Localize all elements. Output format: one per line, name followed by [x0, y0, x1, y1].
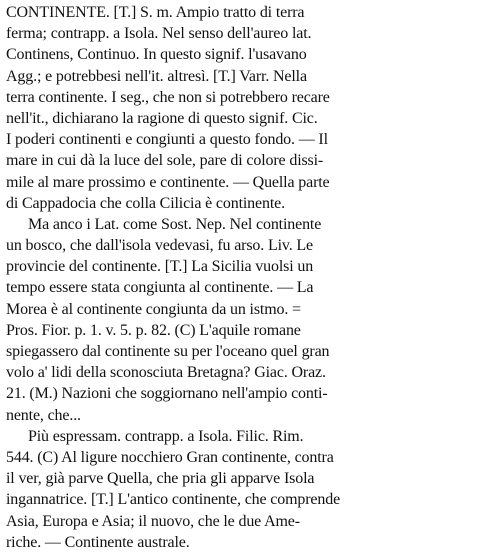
text-line: 21. (M.) Nazioni che soggiornano nell'ampio conti- [6, 385, 328, 403]
text-line: ingannatrice. [T.] L'antico continente, che comprende [6, 491, 341, 509]
text-line: mare in cui dà la luce del sole, pare di colore dissi- [6, 152, 324, 170]
text-line: riche. — Continente australe. [6, 533, 190, 551]
text-line: nente, che... [6, 406, 81, 424]
text-line: di Cappadocia che colla Cilicia è continente. [6, 194, 285, 212]
text-line: tempo essere stata congiunta al continente. — La [6, 279, 314, 297]
text-line: 544. (C) Al ligure nocchiero Gran continente, contra [6, 448, 334, 466]
text-line: provincie del continente. [T.] La Sicilia vuolsi un [6, 258, 314, 276]
text-line: il ver, già parve Quella, che pria gli apparve Isola [6, 470, 315, 488]
text-line: nell'it., dichiarano la ragione di questo signif. Cic. [6, 109, 318, 127]
text-line: Pros. Fior. p. 1. v. 5. p. 82. (C) L'aquile romane [6, 321, 301, 339]
text-line: Continens, Continuo. In questo signif. l'usavano [6, 46, 307, 64]
text-line: Agg.; e potrebbesi nell'it. altresì. [T.] Varr. Nella [6, 67, 307, 85]
text-line: ferma; contrapp. a Isola. Nel senso dell'aureo lat. [6, 25, 312, 43]
text-line: Asia, Europa e Asia; il nuovo, che le due Ame- [6, 512, 300, 530]
text-line: Ma anco i Lat. come Sost. Nep. Nel continente [28, 215, 322, 233]
text-line: terra continente. I seg., che non si potrebbero recare [6, 88, 330, 106]
text-line: CONTINENTE. [T.] S. m. Ampio tratto di terra [6, 4, 305, 21]
text-line: I poderi continenti e congiunti a questo fondo. — Il [6, 131, 328, 149]
text-line: un bosco, che dall'isola vedevasi, fu arso. Liv. Le [6, 237, 313, 255]
text-line: volo a' lidi della sconosciuta Bretagna? Giac. Oraz. [6, 364, 326, 382]
text-line: Più espressam. contrapp. a Isola. Filic. Rim. [28, 427, 304, 445]
text-line: mile al mare prossimo e continente. — Quella parte [6, 173, 330, 191]
text-line: Morea è al continente congiunta da un istmo. = [6, 300, 301, 318]
text-line: spiegassero dal continente su per l'oceano quel gran [6, 343, 330, 360]
